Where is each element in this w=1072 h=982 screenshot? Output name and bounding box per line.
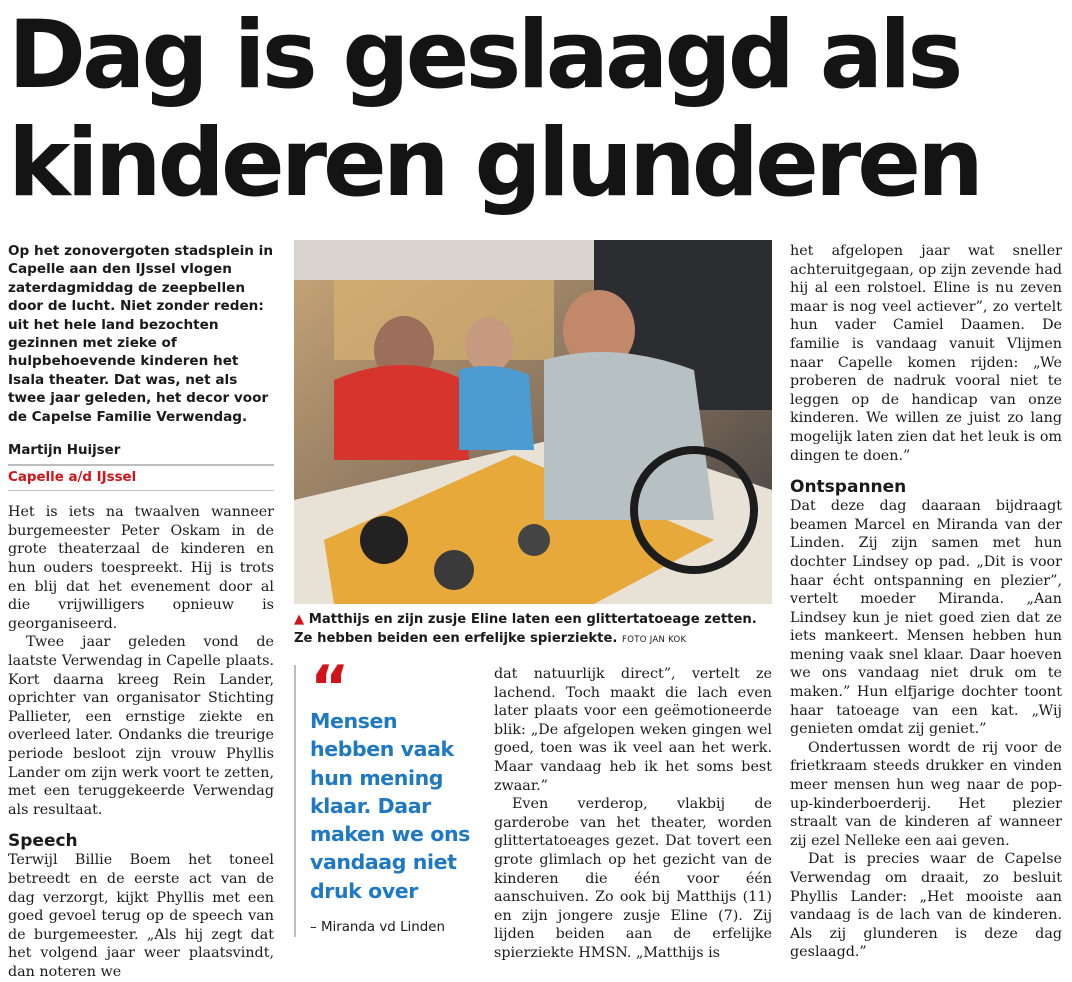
lead-paragraph: Op het zonovergoten stadsplein in Capelle aan den IJssel vlogen zaterdagmiddag de zeepbellen door de lucht. Niet zonder reden: uit het hele land bezochten gezinnen met zieke of hulpbehoevende kinderen het Isala theater. Dat was, net als twee jaar geleden, het decor voor de Capelse Familie Verwendag. <box>8 243 273 425</box>
caption-triangle-icon: ▲ <box>294 612 305 627</box>
subheading-ontspannen: Ontspannen <box>790 477 907 498</box>
headline-line-2: kinderen glunderen <box>8 109 980 218</box>
body-paragraph: Twee jaar geleden vond de laatste Verwendag in Capelle plaats. Kort daarna kreeg Rein Lander, oprichter van organisator Stichting Pallieter, een ernstige ziekte en overleed later. Ondanks die treurige periode besloot zijn vrouw Phyllis Lander om zijn werk voort te zetten, met een teruggekeerde Verwendag als resultaat. <box>8 634 274 818</box>
byline-author: Martijn Huijser <box>8 442 274 466</box>
body-paragraph: Terwijl Billie Boem het toneel betreedt en de eerste act van de dag verzorgt, kijkt Phyllis met een goed gevoel terug op de speech van de burgemeester. „Als hij zegt dat het volgend jaar weer plaatsvindt, dan noteren we <box>8 852 274 980</box>
caption-text: Matthijs en zijn zusje Eline laten een glittertatoeage zetten. Ze hebben beiden een erfelijke spierziekte. <box>294 612 757 646</box>
body-paragraph: Dat deze dag daaraan bijdraagt beamen Marcel en Miranda van der Linden. Zij zijn samen met hun dochter Lindsey op pad. „Dit is voor haar écht ontspanning en plezier”, vertelt moeder Miranda. „Aan Lindsey kun je niet goed zien dat ze iets mankeert. Mensen hebben hun mening vaak snel klaar. Daar hoeven we ons vandaag niet druk om te maken.” Hun elfjarige dochter toont haar tatoeage van een kat. „Wij genieten omdat zij geniet.” <box>790 498 1062 738</box>
subheading-speech: Speech <box>8 831 78 852</box>
photo-caption <box>294 610 772 650</box>
body-paragraph: Dat is precies waar de Capelse Verwendag om draait, zo besluit Phyllis Lander: „Het mooiste aan vandaag is de lach van de kinderen. Als zij glunderen is deze dag geslaagd.” <box>790 851 1062 961</box>
article-photo <box>294 240 772 604</box>
quote-mark-icon: “ <box>310 653 344 723</box>
column-3 <box>790 242 1062 962</box>
body-paragraph: Het is iets na twaalven wanneer burgemeester Peter Oskam in de grote theaterzaal de kinderen en hun ouders toespreekt. Hij is trots en blij dat het evenement door al die vrijwilligers opnieuw is georganiseerd. <box>8 504 274 632</box>
column-1 <box>8 242 274 982</box>
byline-location: Capelle a/d IJssel <box>8 466 274 492</box>
column-2 <box>494 665 772 963</box>
body-paragraph: Ondertussen wordt de rij voor de frietkraam steeds drukker en vinden meer mensen hun weg naar de pop-up-kinderboerderij. Het plezier straalt van de kinderen af wanneer zij ezel Nelleke een aai geven. <box>790 739 1062 849</box>
body-paragraph: Even verderop, vlakbij de garderobe van het theater, worden glittertatoeages gezet. Dat tovert een grote glimlach op het gezicht van de kinderen die één voor één aanschuiven. Zo ook bij Matthijs (11) en zijn jongere zusje Eline (7). Zij lijden beiden aan de erfelijke spierziekte HMSN. „Matthijs is <box>494 796 772 961</box>
headline <box>8 2 1068 218</box>
photo-credit: FOTO JAN KOK <box>622 635 687 645</box>
body-paragraph: het afgelopen jaar wat sneller achteruitgegaan, op zijn zevende had hij al een rolstoel. Eline is nu zeven maar is nog veel actiever”, zo vertelt hun vader Camiel Daamen. De familie is vandaag vanuit Vlijmen naar Capelle komen rijden: „We proberen de nadruk vooral niet te leggen op de handicap van onze kinderen. We willen ze juist zo lang mogelijk laten zien dat het leuk is om dingen te doen.” <box>790 243 1062 464</box>
headline-line-1: Dag is geslaagd als <box>8 1 960 110</box>
body-paragraph: dat natuurlijk direct”, vertelt ze lachend. Toch maakt die lach even later plaats voor een geëmotioneerde blik: „De afgelopen weken gingen wel goed, toen was ik veel aan het werk. Maar vandaag heb ik het soms best zwaar.” <box>494 666 772 794</box>
pull-quote <box>294 653 478 937</box>
photo-illustration <box>294 240 772 604</box>
pull-quote-text: Mensen hebben vaak hun mening klaar. Daar maken we ons vandaag niet druk over <box>310 709 470 903</box>
pull-quote-source: – Miranda vd Linden <box>310 920 445 935</box>
